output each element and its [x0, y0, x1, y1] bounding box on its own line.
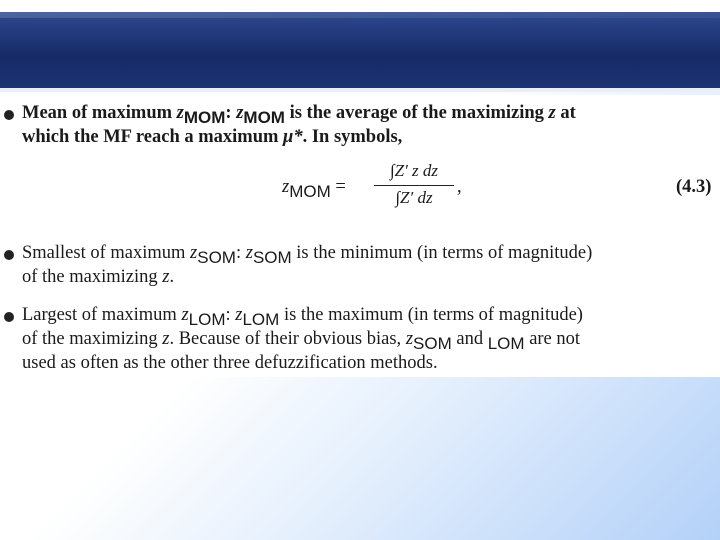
text: Smallest of maximum — [22, 243, 191, 263]
bullet-dot — [4, 312, 14, 322]
equation-4-3 — [0, 155, 720, 225]
text: is the minimum (in terms of magnitude) — [291, 243, 593, 263]
equals-sign: = — [330, 177, 346, 197]
bullet-text — [22, 241, 718, 289]
text: Largest of maximum — [22, 305, 182, 325]
var-z: z — [235, 305, 243, 325]
text: and — [451, 329, 488, 349]
subscript: SOM — [252, 248, 292, 267]
fraction-bar — [374, 185, 454, 186]
var-z: z — [236, 103, 244, 123]
equation-comma: , — [457, 177, 462, 197]
var-z: z — [245, 243, 253, 263]
subscript: SOM — [413, 334, 452, 353]
text: : — [235, 243, 246, 263]
subscript: SOM — [197, 248, 236, 267]
text: of the maximizing — [22, 267, 163, 287]
text: is the maximum (in terms of magnitude) — [279, 305, 583, 325]
equation-number: (4.3) — [676, 177, 712, 197]
text: . — [169, 267, 175, 287]
bullet-dot — [4, 110, 14, 120]
bullet-dot — [4, 250, 14, 260]
text: is the average of the maximizing — [284, 103, 549, 123]
abbrev-lom: LOM — [487, 334, 525, 353]
text: at — [555, 103, 576, 123]
var-z: z — [405, 329, 414, 349]
var-z: z — [548, 103, 556, 123]
text: : — [225, 305, 236, 325]
var-z: z — [162, 267, 170, 287]
text: . In symbols, — [302, 127, 403, 147]
header-edge — [0, 88, 720, 92]
text: . Because of their obvious bias, — [169, 329, 406, 349]
subscript: LOM — [188, 310, 226, 329]
var-z: z — [162, 329, 170, 349]
text: used as often as the other three defuzzification methods. — [22, 353, 438, 373]
var-z: z — [282, 177, 290, 197]
equation-lhs — [282, 177, 346, 201]
numerator: ∫Z′ z dz — [389, 161, 439, 180]
subscript: LOM — [242, 310, 280, 329]
bullet-text — [22, 101, 718, 149]
text: are not — [524, 329, 581, 349]
var-z: z — [190, 243, 198, 263]
text: of the maximizing — [22, 329, 163, 349]
subscript: MOM — [243, 108, 285, 127]
text: : — [225, 103, 237, 123]
header-banner — [0, 0, 720, 92]
subscript: MOM — [183, 108, 226, 127]
bullet-text — [22, 303, 718, 375]
text: Mean of maximum — [22, 103, 177, 123]
subscript: MOM — [289, 182, 331, 201]
fraction — [374, 161, 454, 210]
var-z: z — [181, 305, 189, 325]
text: which the MF reach a maximum — [22, 127, 284, 147]
header-bar — [0, 12, 720, 88]
slide-content — [0, 95, 720, 377]
var-mu: μ* — [283, 127, 303, 147]
denominator: ∫Z′ dz — [395, 188, 433, 207]
var-z: z — [176, 103, 184, 123]
